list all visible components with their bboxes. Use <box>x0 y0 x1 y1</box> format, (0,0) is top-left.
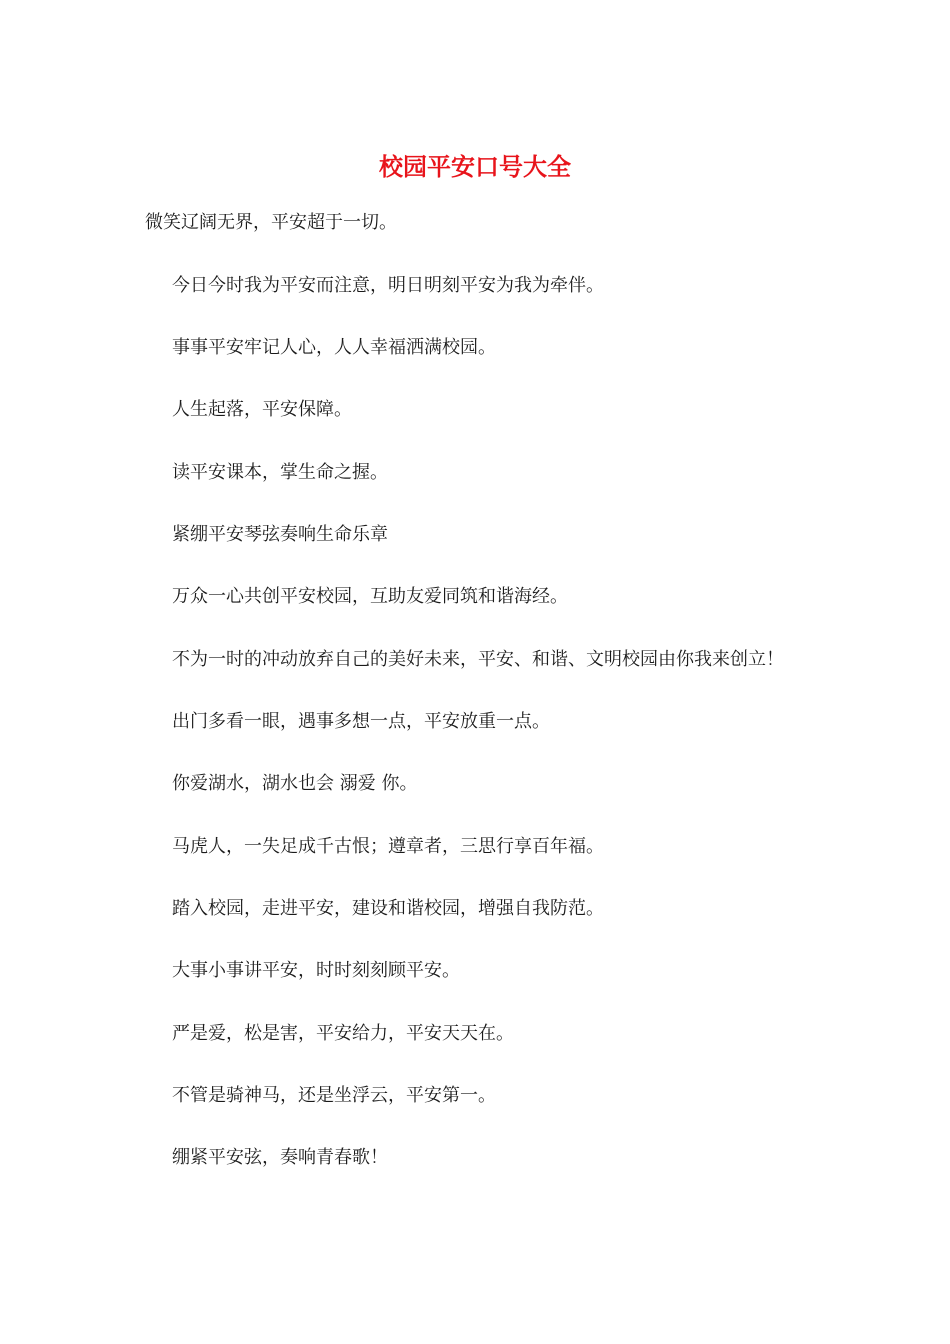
document-title: 校园平安口号大全 <box>379 152 571 181</box>
slogan-line-14: 严是爱，松是害，平安给力，平安天天在。 <box>172 1023 514 1044</box>
slogan-line-7: 万众一心共创平安校园，互助友爱同筑和谐海经。 <box>172 586 568 607</box>
slogan-line-8: 不为一时的冲动放弃自己的美好未来，平安、和谐、文明校园由你我来创立！ <box>172 649 784 670</box>
slogan-line-16: 绷紧平安弦，奏响青春歌！ <box>172 1147 388 1168</box>
slogan-line-10: 你爱湖水，湖水也会 溺爱 你。 <box>172 773 418 794</box>
slogan-line-15: 不管是骑神马，还是坐浮云，平安第一。 <box>172 1085 496 1106</box>
slogan-line-1: 微笑辽阔无界，平安超于一切。 <box>145 212 397 233</box>
slogan-line-11: 马虎人，一失足成千古恨；遵章者，三思行享百年福。 <box>172 836 604 857</box>
slogan-line-6: 紧绷平安琴弦奏响生命乐章 <box>172 524 388 545</box>
slogan-line-13: 大事小事讲平安，时时刻刻顾平安。 <box>172 960 460 981</box>
slogan-line-2: 今日今时我为平安而注意，明日明刻平安为我为牵伴。 <box>172 275 604 296</box>
slogan-line-5: 读平安课本，掌生命之握。 <box>172 462 388 483</box>
slogan-line-3: 事事平安牢记人心，人人幸福洒满校园。 <box>172 337 496 358</box>
slogan-line-9: 出门多看一眼，遇事多想一点，平安放重一点。 <box>172 711 550 732</box>
slogan-line-12: 踏入校园，走进平安，建设和谐校园，增强自我防范。 <box>172 898 604 919</box>
slogan-line-4: 人生起落，平安保障。 <box>172 399 352 420</box>
